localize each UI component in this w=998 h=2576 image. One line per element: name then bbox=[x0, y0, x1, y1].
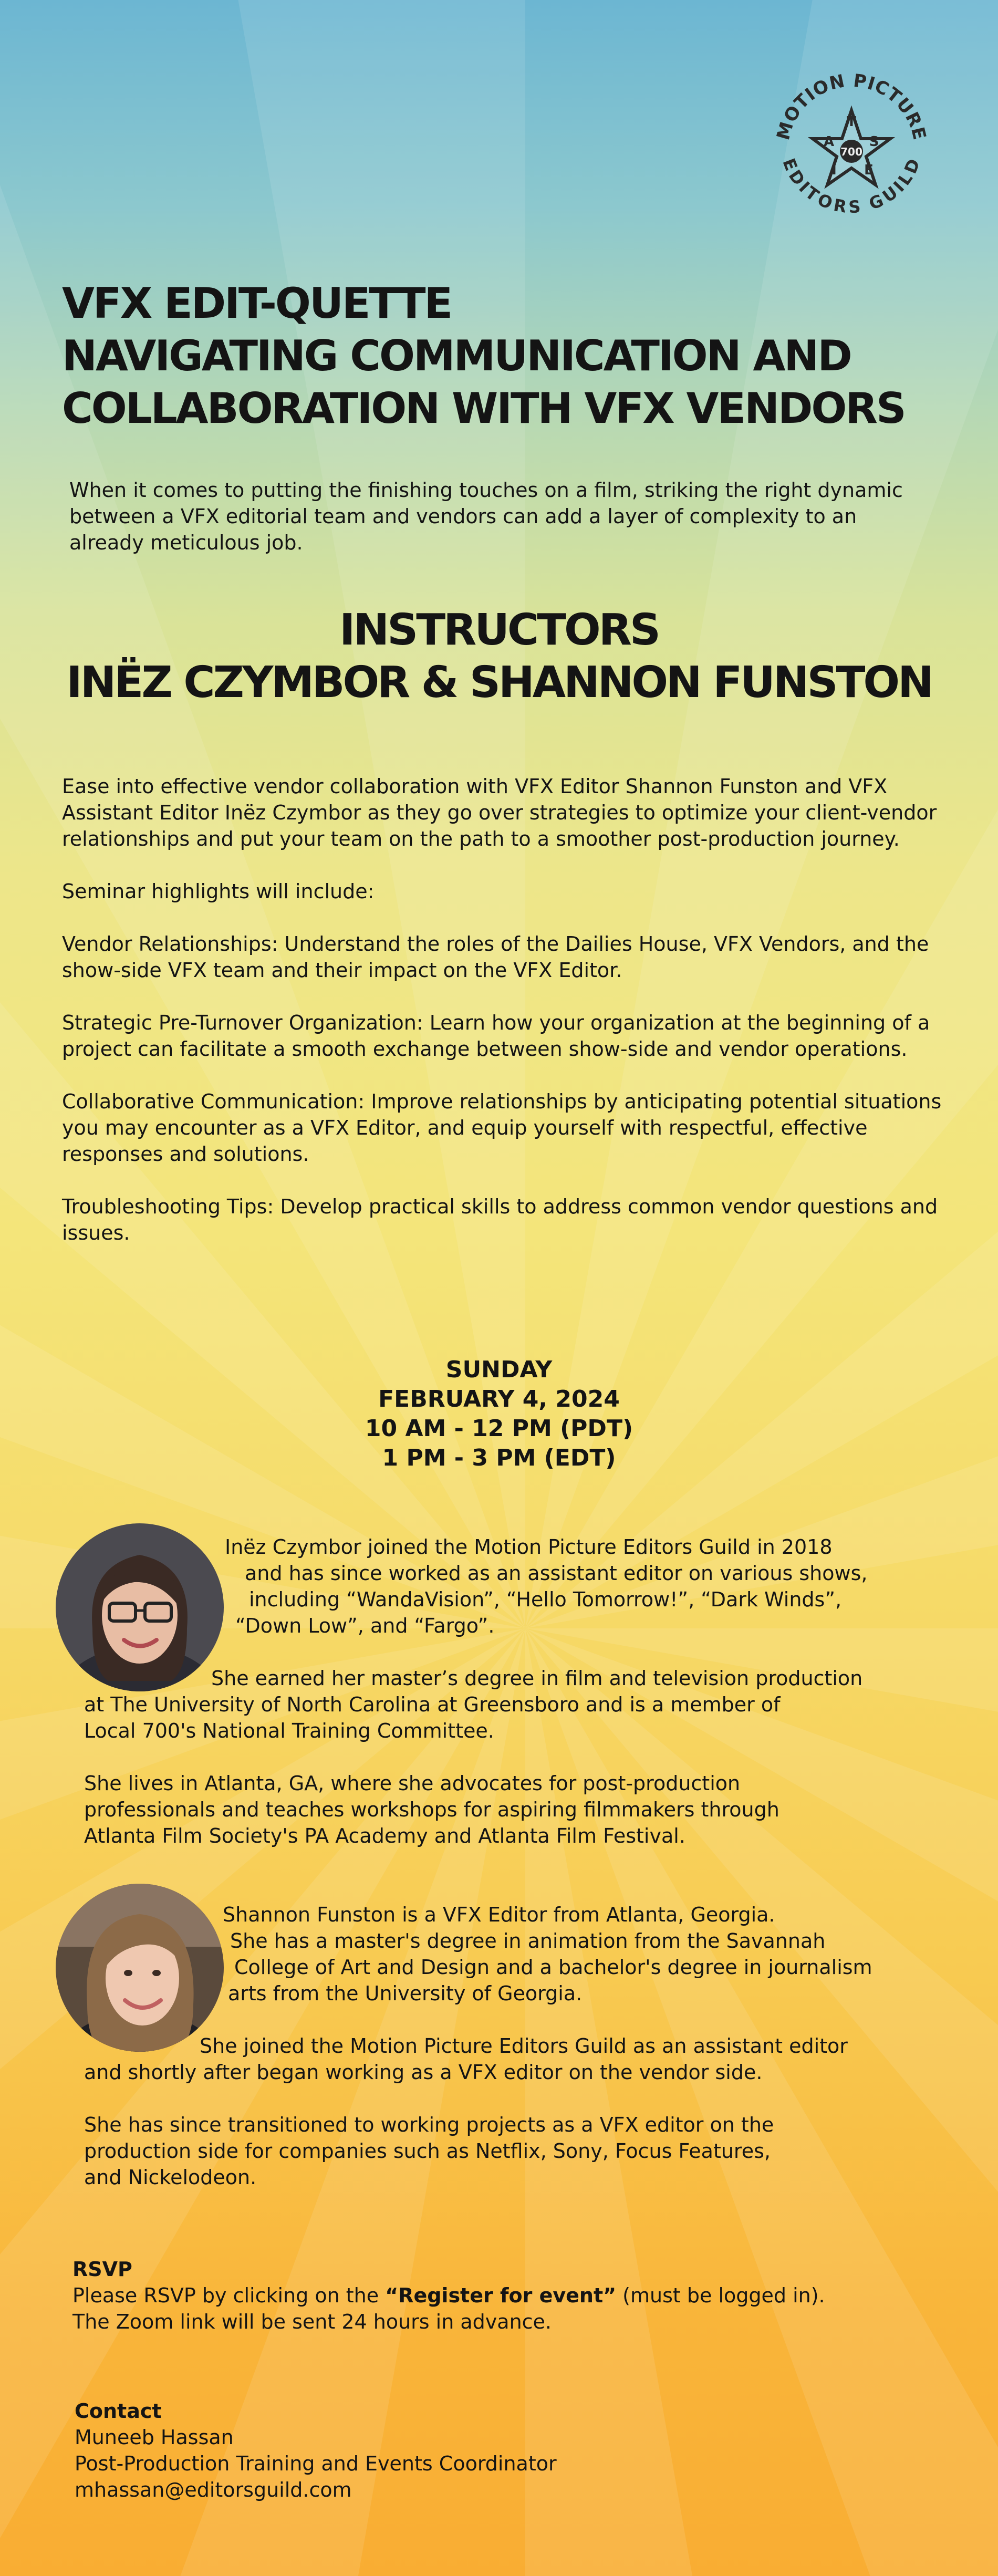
event-day: SUNDAY bbox=[445, 1356, 553, 1383]
rsvp-heading: RSVP bbox=[72, 2258, 132, 2281]
title-line-3: COLLABORATION WITH VFX VENDORS bbox=[62, 384, 905, 433]
logo-bottom-text: EDITORS GUILD bbox=[778, 155, 924, 217]
bio-line: She lives in Atlanta, GA, where she advocates for post-production bbox=[84, 1772, 741, 1795]
rsvp-text-suffix: (must be logged in). bbox=[616, 2284, 825, 2307]
rsvp-text: Please RSVP by clicking on the bbox=[72, 2284, 386, 2307]
bio-line: and has since worked as an assistant editor on various shows, bbox=[245, 1562, 868, 1585]
bio-line: arts from the University of Georgia. bbox=[228, 1982, 583, 2005]
zoom-link-note: The Zoom link will be sent 24 hours in advance. bbox=[72, 2310, 552, 2333]
title-line-1: VFX EDIT-QUETTE bbox=[62, 279, 452, 328]
editors-guild-logo bbox=[765, 58, 938, 231]
shannon-funston-photo bbox=[56, 1884, 224, 2052]
description-paragraph: Ease into effective vendor collaboration with VFX Editor Shannon Funston and VFX Assistant Editor Inëz Czymbor as they go over strategies to optimize your client-vendor relationships and put your team on the path to a smoother post-production journey. bbox=[62, 775, 937, 850]
inez-czymbor-photo bbox=[56, 1523, 224, 1691]
bio-line: Atlanta Film Society's PA Academy and Atlanta Film Festival. bbox=[84, 1824, 685, 1847]
bio-line: College of Art and Design and a bachelor's degree in journalism bbox=[234, 1956, 872, 1979]
person-portrait-icon bbox=[56, 1884, 224, 2052]
highlight-vendor-relationships: Vendor Relationships: Understand the roles of the Dailies House, VFX Vendors, and the show-side VFX team and their impact on the VFX Editor. bbox=[62, 932, 929, 982]
bio-line: “Down Low”, and “Fargo”. bbox=[235, 1614, 495, 1637]
event-title bbox=[62, 277, 955, 435]
event-schedule bbox=[0, 1355, 998, 1473]
bio-line: production side for companies such as Netflix, Sony, Focus Features, bbox=[84, 2139, 771, 2163]
logo-center-number: 700 bbox=[840, 146, 862, 158]
contact-heading: Contact bbox=[75, 2400, 162, 2423]
instructors-names: INËZ CZYMBOR & SHANNON FUNSTON bbox=[66, 658, 932, 708]
contact-name: Muneeb Hassan bbox=[75, 2426, 234, 2449]
logo-top-text: MOTION PICTURE bbox=[773, 70, 930, 143]
contact-section bbox=[75, 2398, 957, 2503]
logo-letter-a: A bbox=[823, 134, 835, 150]
highlight-collaborative-communication: Collaborative Communication: Improve relationships by anticipating potential situations you may encounter as a VFX Editor, and equip yourself with respectful, effective responses and solutions. bbox=[62, 1090, 942, 1166]
bio-line: professionals and teaches workshops for aspiring filmmakers through bbox=[84, 1798, 779, 1821]
bio-line: Shannon Funston is a VFX Editor from Atlanta, Georgia. bbox=[223, 1903, 775, 1926]
seminar-description bbox=[62, 773, 944, 1272]
bio-line: at The University of North Carolina at Greensboro and is a member of bbox=[84, 1693, 781, 1716]
highlight-pre-turnover: Strategic Pre-Turnover Organization: Learn how your organization at the beginning of a project can facilitate a smooth exchange between show-side and vendor operations. bbox=[62, 1011, 930, 1061]
instructors-heading-block bbox=[0, 604, 998, 709]
event-time-pdt: 10 AM - 12 PM (PDT) bbox=[365, 1415, 633, 1442]
rsvp-instructions bbox=[72, 2282, 955, 2309]
title-line-2: NAVIGATING COMMUNICATION AND bbox=[62, 331, 851, 380]
bio-line: She has since transitioned to working projects as a VFX editor on the bbox=[84, 2113, 774, 2136]
intro-paragraph: When it comes to putting the finishing touches on a film, striking the right dynamic between a VFX editorial team and vendors can add a layer of complexity to an already meticulous job. bbox=[69, 479, 903, 554]
event-time-edt: 1 PM - 3 PM (EDT) bbox=[382, 1445, 616, 1471]
bio-line: Inëz Czymbor joined the Motion Picture Editors Guild in 2018 bbox=[225, 1535, 833, 1559]
contact-email[interactable]: mhassan@editorsguild.com bbox=[75, 2478, 352, 2501]
bio-line: and shortly after began working as a VFX editor on the vendor side. bbox=[84, 2061, 763, 2084]
logo-letter-e: E bbox=[864, 162, 874, 178]
bio-line: She earned her master’s degree in film and television production bbox=[211, 1667, 863, 1690]
person-portrait-icon bbox=[56, 1523, 224, 1691]
iatse-emblem-icon bbox=[765, 58, 938, 231]
logo-letter-s: S bbox=[869, 134, 879, 150]
bio-line: Local 700's National Training Committee. bbox=[84, 1719, 494, 1742]
bio-line: She has a master's degree in animation from the Savannah bbox=[230, 1929, 826, 1952]
bio-line: including “WandaVision”, “Hello Tomorrow!”, “Dark Winds”, bbox=[249, 1588, 842, 1611]
contact-role: Post-Production Training and Events Coordinator bbox=[75, 2452, 557, 2475]
highlight-troubleshooting: Troubleshooting Tips: Develop practical skills to address common vendor questions and issues. bbox=[62, 1195, 938, 1244]
logo-letter-t: T bbox=[847, 114, 856, 130]
logo-letter-i: I bbox=[831, 162, 837, 178]
event-date: FEBRUARY 4, 2024 bbox=[378, 1386, 620, 1412]
rsvp-section bbox=[72, 2256, 955, 2335]
bio-line: She joined the Motion Picture Editors Guild as an assistant editor bbox=[200, 2034, 848, 2058]
instructors-heading: INSTRUCTORS bbox=[339, 605, 659, 655]
highlights-intro: Seminar highlights will include: bbox=[62, 880, 375, 903]
bio-line: and Nickelodeon. bbox=[84, 2166, 257, 2189]
register-for-event-link[interactable]: “Register for event” bbox=[385, 2284, 617, 2307]
